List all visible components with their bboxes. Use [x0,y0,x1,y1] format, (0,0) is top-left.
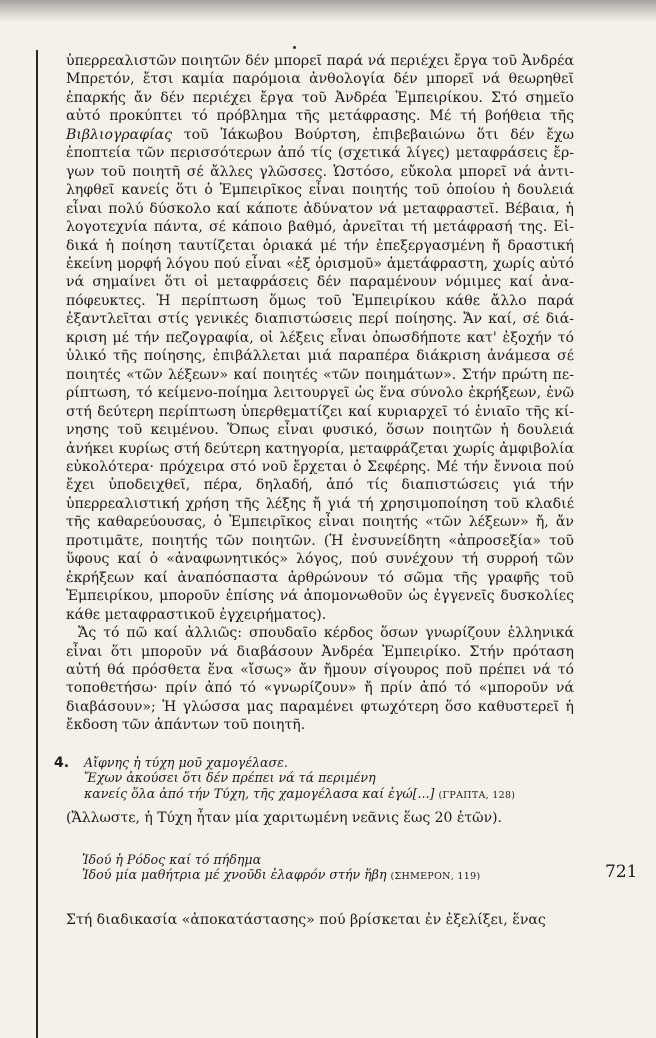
footnote-line-1: Αἴφνης ἡ τύχη μοῦ χαμογέλασε. [84,754,288,770]
quote-line-1: Ἰδού ἡ Ρόδος καί τό πήδημα [82,851,262,867]
footnote-4 [54,754,574,828]
paragraph-1-text-a: ὑπερρεαλιστῶν ποιητῶν δέν μπορεῖ παρά νά περιέχει ἔργα τοῦ Ἀνδρέα Μπρετόν, ἔτσι καμία παρόμοια ἀνθολογία δέν μπορεῖ νά θεωρηθεῖ ἐπαρκής ἄν δέν περιέχει ἔργα τοῦ Ἀνδρέα Ἐμπειρίκου. Στό σημεῖο αὐτό προκύπτει τό πρόβλημα τῆς μετάφρασης. Μέ τή βοήθεια τῆς [66,53,574,125]
footnote-number: 4. [54,754,70,771]
footnote-line-2: Ἔχων ἀκούσει ὅτι δέν πρέπει νά τά περιμένη [84,770,376,786]
footnote-note: (Ἄλλωστε, ἡ Τύχη ἦταν μία χαριτωμένη νεᾶνις ἕως 20 ἐτῶν). [66,809,503,826]
scan-speck [293,46,296,49]
page-content [54,52,574,943]
scan-top-shadow [0,0,656,22]
quote-source: (ΣΗΜΕΡΟΝ, 119) [390,871,481,883]
final-paragraph-start: Στή διαδικασία «ἀποκατάστασης» πού βρίσκεται ἐν ἐξελίξει, ἕνας [66,911,546,928]
quote-line-2 [82,867,574,885]
footnote-line-3-text: κανείς ὅλα ἀπό τήν Τύχη, τῆς χαμογέλασα καί ἐγώ[...] [84,785,435,801]
footnote-line-3 [84,786,574,804]
page-number: 721 [605,862,638,882]
footnote-quote-2 [66,852,574,885]
left-margin-rule [36,50,38,1038]
paragraph-1-italic-title: Βιβλιογραφίας [66,126,173,143]
quote-line-2-text: Ἰδού μία μαθήτρια μέ χνοῦδι ἐλαφρόν στήν ἥβη [82,867,387,883]
footnote-quote [66,755,574,804]
paragraph-2: Ἄς τό πῶ καί ἀλλιῶς: σπουδαῖο κέρδος ὅσων γνωρίζουν ἑλληνικά εἶναι ὅτι μποροῦν νά διαβάσουν Ἀνδρέα Ἐμπειρίκο. Στήν πρόταση αὐτή θά πρόσθετα ἕνα «ἴσως» ἄν ἤμουν σίγουρος ποῦ πρέπει νά τό τοποθετήσω· πρίν ἀπό τό «γνωρίζουν» ἤ πρίν ἀπό τό «μποροῦν νά διαβάσουν»; Ἡ γλώσσα μας παραμένει φτωχότερη ὅσο καθυστερεῖ ἡ ἔκδοση τῶν ἁπάντων τοῦ ποιητῆ. [66,625,574,734]
paragraph-1 [66,52,574,624]
footnote-source: (ΓΡΑΠΤΑ, 128) [438,789,516,801]
paragraph-1-text-b: τοῦ Ἰάκωβου Βούρτση, ἐπιβεβαιώνω ὅτι δέν ἔχω ἐποπτεία τῶν περισσότερων ἀπό τίς (σχετικά λίγες) μεταφράσεις ἔργων τοῦ ποιητῆ σέ ἄλλες γλῶσσες. Ὡστόσο, εὔκολα μπορεῖ νά ἀντιληφθεῖ κανείς ὅτι ὁ Ἐμπειρῖκος εἶναι ποιητής τοῦ ὁποίου ἡ δουλειά εἶναι πολύ δύσκολο καί κάποτε ἀδύνατον νά μεταφραστεῖ. Βέβαια, ἡ λογοτεχνία πάντα, σέ κάποιο βαθμό, ἀρνεῖται τή μετάφρασή της. Εἰδικά ἡ ποίηση ταυτίζεται ὁριακά μέ τήν ἐπεξεργασμένη ἤ δραστική ἐκείνη μορφή λόγου πού εἶναι «ἐξ ὁρισμοῦ» ἀμετάφραστη, χωρίς αὐτό νά σημαίνει ὅτι οἱ μεταφράσεις δέν παραμένουν νόμιμες καί ἀναπόφευκτες. Ἡ περίπτωση ὅμως τοῦ Ἐμπειρίκου κάθε ἄλλο παρά ἐξαντλεῖται στίς γενικές διαπιστώσεις περί ποίησης. Ἄν καί, σέ διάκριση μέ τήν πεζογραφία, οἱ λέξεις εἶναι ὁπωσδήποτε κατ' ἐξοχήν τό ὑλικό τῆς ποίησης, ἐπιβάλλεται μιά παραπέρα διάκριση ἀνάμεσα σέ ποιητές «τῶν λέξεων» καί ποιητές «τῶν ποιημάτων». Στήν πρώτη περίπτωση, τό κείμενο-ποίημα λειτουργεῖ ὡς ἕνα σύνολο ἐκρήξεων, ἐνῶ στή δεύτερη περίπτωση ὑπερθεματίζει καί κυριαρχεῖ τό ἑνιαῖο τῆς κίνησης τοῦ κειμένου. Ὅπως εἶναι φυσικό, ὅσων ποιητῶν ἡ δουλειά ἀνήκει κυρίως στή δεύτερη κατηγορία, μεταφράζεται χωρίς ἀμφιβολία εὐκολότερα· πρόχειρα στό νοῦ ἔρχεται ὁ Σεφέρης. Μέ τήν ἔννοια πού ἔχει ὑποδειχθεῖ, πέρα, δηλαδή, ἀπό τίς διαπιστώσεις γιά τήν ὑπερρεαλιστική χρήση τῆς λέξης ἤ γιά τή χρησιμοποίηση τοῦ κλαδιέ τῆς καθαρεύουσας, ὁ Ἐμπειρῖκος εἶναι ποιητής «τῶν λέξεων» ἤ, ἄν προτιμᾶτε, ποιητής τῶν ποιητῶν. (Ἡ ἐνσυνείδητη «ἀπροσεξία» τοῦ ὕφους καί ὁ «ἀναφωνητικός» λόγος, πού συνέχουν τή συρροή τῶν ἐκρήξεων καί ἀναπόσπαστα ἀρθρώνουν τό σῶμα τῆς γραφῆς τοῦ Ἐμπειρίκου, μποροῦν ἐπίσης νά ἀπομονωθοῦν ὡς ἐγγενεῖς δυσκολίες κάθε μεταφραστικοῦ ἐγχειρήματος). [66,126,574,623]
